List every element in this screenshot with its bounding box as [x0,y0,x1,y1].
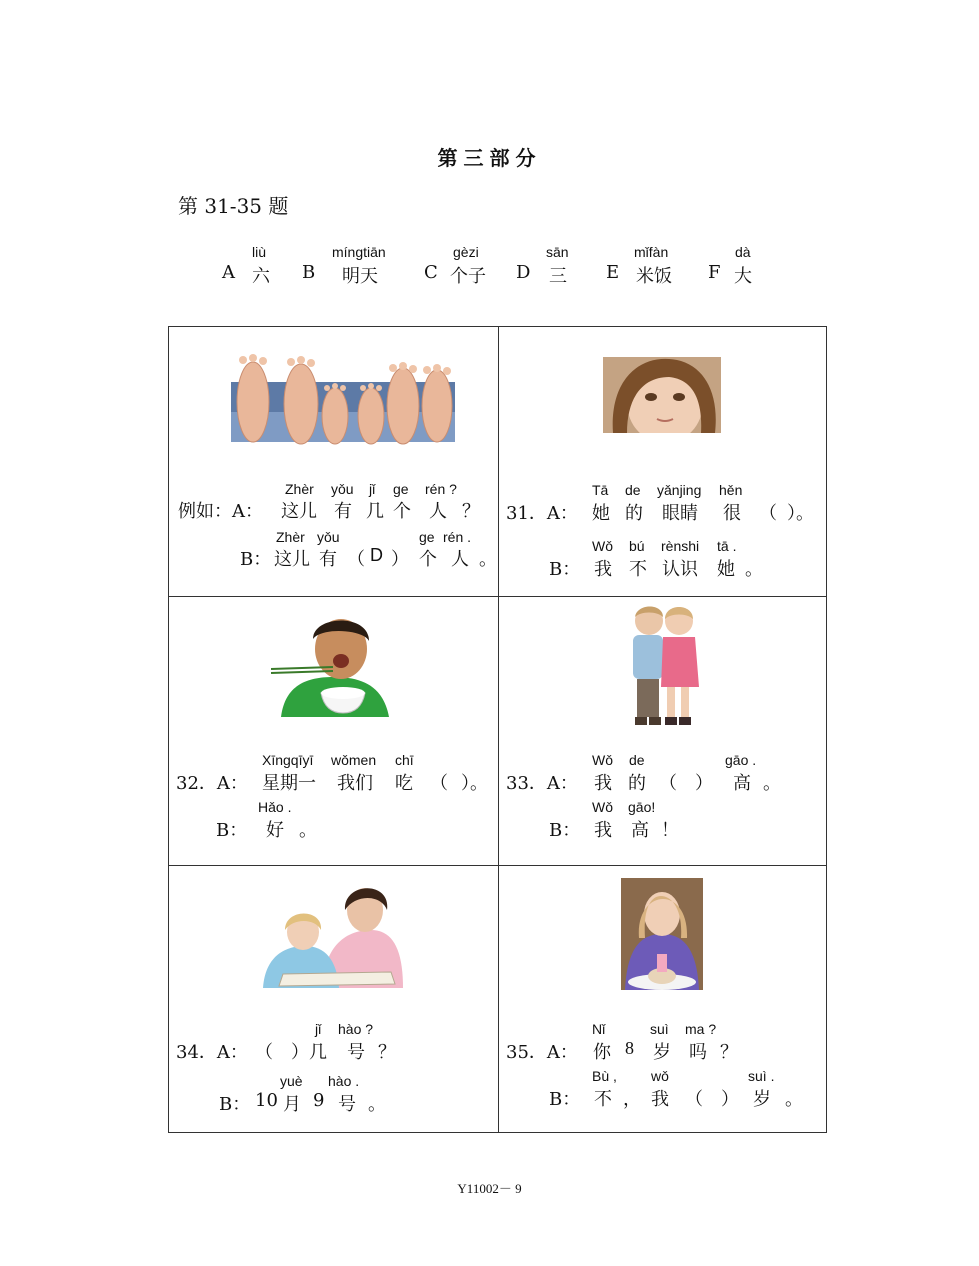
hanzi: 有 [334,501,352,522]
hanzi: 人 [451,549,469,570]
hanzi: 10 [255,1090,278,1111]
pinyin: suì [650,1021,669,1037]
question-grid [168,326,827,1133]
option-hanzi: 个子 [450,266,486,287]
hanzi: 岁 [653,1042,671,1063]
hanzi: 。 [763,773,781,794]
pinyin: tā . [717,538,737,554]
pinyin: wǒ [651,1068,669,1084]
pinyin: hào ? [338,1021,374,1037]
hanzi: ） [721,1089,739,1110]
option-hanzi: 明天 [342,266,378,287]
hanzi: 我 [594,820,612,841]
hanzi: ？ [720,1042,738,1063]
example-b-label: B： [240,549,272,570]
hanzi: ， [623,1089,641,1110]
boy-eating-photo [271,609,395,717]
pinyin: Hǎo . [258,799,292,815]
example-label: 例如：A： [178,501,263,522]
option-letter: D [516,262,531,283]
hanzi: 几 [366,501,384,522]
hanzi: 月 [283,1094,301,1115]
hanzi: 眼睛 [662,503,698,524]
pinyin: ge [393,481,409,497]
hanzi: （ [347,549,365,570]
hanzi: 我 [594,773,612,794]
option-letter: C [424,262,438,283]
hanzi: 有 [319,549,337,570]
option-pinyin: gèzi [453,244,479,260]
hanzi: （ [759,503,777,524]
pinyin: yǒu [317,529,340,545]
section-title: 第三部分 [437,146,542,170]
option-hanzi: 米饭 [636,266,672,287]
option-letter: A [222,262,235,283]
mother-daughter-reading-photo [263,880,403,988]
pinyin: wǒmen [331,752,377,768]
option-pinyin: sān [546,244,569,260]
option-letter: E [606,262,620,283]
hanzi: 她 [717,559,735,580]
hanzi: 很 [723,503,741,524]
hanzi: 8 [625,1038,634,1058]
pinyin: yǎnjing [657,482,702,498]
hanzi: ） [695,773,713,794]
page-footer: Y11002－ 9 [457,1181,522,1196]
question-number: 34．A： [176,1042,248,1063]
hanzi: 她 [592,503,610,524]
question-b-label: B： [549,559,581,580]
pinyin: rén . [443,529,472,545]
hanzi: 这儿 [274,549,310,570]
pinyin: Wǒ [592,538,613,554]
question-b-label: B： [219,1094,251,1115]
pinyin: Zhèr [276,529,305,545]
hanzi: 个 [393,501,411,522]
pinyin: Tā [592,482,609,498]
hanzi: （ [659,773,677,794]
pinyin: suì . [748,1068,775,1084]
hanzi: 我们 [337,773,373,794]
pinyin: hào . [328,1073,360,1089]
hanzi: 。 [368,1094,386,1115]
pinyin: Zhèr [285,481,314,497]
question-31-cell [499,327,828,596]
example-cell [169,327,498,596]
pinyin: chī [395,752,414,768]
hanzi: 。 [785,1089,803,1110]
hanzi: 不 [629,559,647,580]
hanzi: 我 [594,559,612,580]
pinyin: yuè [280,1073,303,1089]
question-34-cell [169,866,498,1135]
hanzi: 我 [651,1089,669,1110]
hanzi: ！ [661,820,679,841]
hanzi: 这儿 [281,501,317,522]
hanzi: 。 [299,820,317,841]
pinyin: de [629,752,645,768]
hanzi: 号 [338,1094,356,1115]
hanzi: ？ [462,501,480,522]
pinyin: ma ? [685,1021,717,1037]
hanzi: 高 [631,820,649,841]
hanzi: ）几 [291,1042,327,1063]
question-35-cell [499,866,828,1135]
hanzi: 高 [733,773,751,794]
question-b-label: B： [216,820,248,841]
hanzi: 9 [313,1090,325,1111]
pinyin: Xīngqīyī [262,752,314,768]
question-number: 33．A： [506,773,578,794]
question-32-cell [169,597,498,866]
hanzi: 吃 [395,773,413,794]
option-letter: B [302,262,316,283]
two-kids-photo [625,603,703,729]
hanzi: 人 [429,501,447,522]
option-hanzi: 大 [734,266,752,287]
pinyin: gāo! [628,799,656,815]
pinyin: Nǐ [592,1021,606,1037]
feet-photo [231,352,455,446]
hanzi: ） [391,549,409,570]
pinyin: de [625,482,641,498]
hanzi: 吗 [689,1042,707,1063]
pinyin: Wǒ [592,799,613,815]
option-pinyin: míngtiān [332,244,386,260]
hanzi: （ [430,773,448,794]
pinyin: ge [419,529,435,545]
question-b-label: B： [549,820,581,841]
option-hanzi: 六 [252,266,270,287]
hanzi: 好 [266,820,284,841]
question-number: 32．A： [176,773,248,794]
pinyin: gāo . [725,752,757,768]
pinyin: yǒu [331,481,354,497]
hanzi: ）。 [461,773,488,794]
hanzi: 认识 [662,559,698,580]
pinyin: hěn [719,482,743,498]
hanzi: 。 [745,559,763,580]
hanzi: （ [685,1089,703,1110]
girl-birthday-cake-photo [621,878,703,990]
hanzi: 的 [628,773,646,794]
question-b-label: B： [549,1089,581,1110]
hanzi: 号 [347,1042,365,1063]
hanzi: 。 [479,549,497,570]
option-pinyin: liù [252,244,267,260]
option-letter: F [708,262,721,283]
hanzi: ）。 [787,503,814,524]
option-pinyin: dà [735,244,751,260]
girl-face-photo [603,357,721,433]
pinyin: Wǒ [592,752,613,768]
hanzi: 的 [625,503,643,524]
question-33-cell [499,597,828,866]
hanzi: （ [255,1042,273,1063]
hanzi: 岁 [753,1089,771,1110]
option-hanzi: 三 [549,266,567,287]
hanzi: 不 [594,1089,612,1110]
pinyin: rènshi [661,538,700,554]
option-pinyin: mǐfàn [634,244,669,260]
question-number: 35．A： [506,1042,578,1063]
pinyin: Bù , [592,1068,617,1084]
hanzi: 你 [593,1042,611,1063]
hanzi: ？ [378,1042,396,1063]
question-number: 31．A： [506,503,578,524]
pinyin: rén ? [425,481,457,497]
example-answer: D [370,545,383,565]
pinyin: jǐ [315,1021,322,1037]
question-range: 第 31-35 题 [178,194,289,218]
pinyin: bú [629,538,645,554]
pinyin: jǐ [369,481,376,497]
hanzi: 星期一 [262,773,316,794]
hanzi: 个 [419,549,437,570]
